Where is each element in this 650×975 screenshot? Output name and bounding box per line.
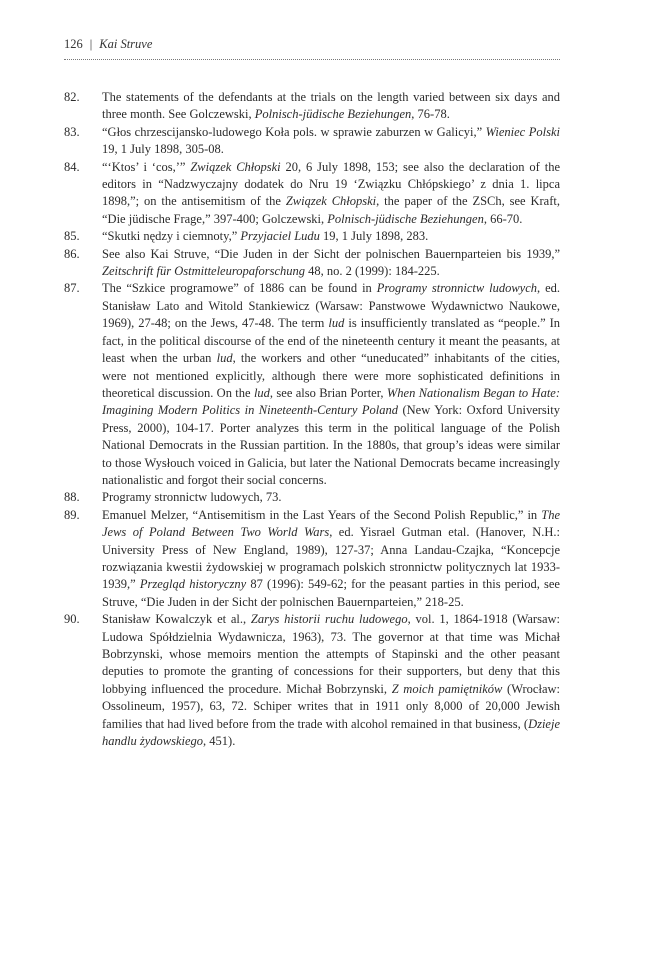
- note-text-segment: , the workers and other “uneducated” inhabitants of the cities, were not mentioned explicitly, although there were more sophisticated definitions in theoretical discussion. On the: [102, 351, 560, 400]
- note-text-segment: The “Szkice programowe” of 1886 can be found in: [102, 281, 377, 296]
- note-text-segment: 19, 1 July 1898, 283.: [319, 229, 429, 244]
- italic-title: When Nationalism Began to Hate: Imagining Modern Politics in Nineteenth-Century Poland: [102, 385, 560, 418]
- endnote-number: 82.: [64, 90, 80, 104]
- italic-title: Zarys historii ruchu ludowego: [250, 612, 408, 627]
- endnote-text: [102, 124, 560, 159]
- header-separator: |: [89, 37, 93, 51]
- running-head: [64, 37, 560, 52]
- endnote: [64, 507, 560, 611]
- note-text-segment: , 76-78.: [411, 107, 450, 122]
- note-text-segment: “Skutki nędzy i ciemnoty,”: [102, 229, 241, 244]
- endnote-number: 83.: [64, 124, 80, 139]
- endnote-number: 88.: [64, 490, 80, 505]
- note-text-segment: is insufficiently translated as “people.” In fact, in the political discourse of the end of the nineteenth century it meant the peasants, at least when the urban: [102, 316, 561, 366]
- note-text-segment: Programy stronnictw ludowych, 73.: [102, 490, 282, 505]
- note-text-segment: , ed. Stanisław Lato and Witold Stankiewicz (Warsaw: Panstwowe Wydawnictwo Naukowe, 1969), 27-48; on the Jews, 47-48. The term: [102, 281, 560, 331]
- note-text-segment: (New York: Oxford University Press, 2000), 104-17. Porter analyzes this term in the political language of the Polish National Democrats in the Russian partition. In the 1880s, that group’s ideas were similar to those Wysłouch voiced in Galicia, but later the National Democrats became increasingly nationalistic and forgot their social concerns.: [102, 403, 560, 487]
- note-text-segment: 20, 6 July 1898, 153; see also the declaration of the editors in “Nadzwyczajny dodatek do Nru 19 ‘Związku Chłópskiego’ z dnia 1. lipca 1898,”; on the antisemitism of the: [102, 159, 560, 209]
- note-text-segment: , vol. 1, 1864-1918 (Warsaw: Ludowa Spółdzielnia Wydawnicza, 1963), 73. The governor at that time was Michał Bobrzynski, whose memoirs mention the attempts of Stapinski and the other peasant deputies to promote the granting of concessions for their supporters, but deny that this lobbying influenced the procedure. Michał Bobrzynski,: [102, 612, 561, 696]
- italic-title: lud: [253, 385, 270, 400]
- italic-title: The Jews of Poland Between Two World Wars: [102, 507, 560, 540]
- italic-title: lud: [216, 351, 233, 366]
- endnote: [64, 124, 560, 159]
- italic-title: Programy stronnictw ludowych: [376, 281, 538, 296]
- endnote-number: 86.: [64, 246, 80, 261]
- header-rule: [64, 59, 560, 60]
- endnote-text: [102, 611, 560, 750]
- note-text-segment: (Wrocław: Ossolineum, 1957), 63, 72. Schiper writes that in 1911 only 8,000 of 20,000 Jewish families that had lived before from the trade with alcohol remained in that business, (: [102, 681, 560, 731]
- note-text-segment: , see also Brian Porter,: [269, 385, 387, 400]
- italic-title: Wieniec Polski: [485, 124, 560, 139]
- endnote: [64, 611, 560, 750]
- italic-title: Z moich pamiętników: [391, 681, 503, 696]
- note-text-segment: , 451).: [203, 734, 236, 749]
- page-number: 126: [64, 37, 83, 51]
- note-text-segment: “‘Ktos’ i ‘cos,’”: [102, 159, 191, 174]
- endnote-text: [102, 159, 560, 229]
- note-text-segment: , 66-70.: [483, 211, 523, 226]
- note-text-segment: , ed. Yisrael Gutman etal. (Hanover, N.H.: University Press of New England, 1989), 127-37; Anna Landau-Czajka, “Koncepcje rozwiązania kwestii żydowskiej w programach polskich stronnictw politycznych lat 1933-1939,”: [102, 525, 560, 592]
- note-text-segment: , the paper of the ZSCh, see Kraft, “Die jüdische Frage,” 397-400; Golczewski,: [102, 194, 560, 226]
- note-text-segment: “Głos chrzescijansko-ludowego Koła pols. w sprawie zaburzen w Galicyi,”: [102, 124, 486, 139]
- endnote: [64, 89, 560, 124]
- endnote-number: 87.: [64, 281, 80, 296]
- note-text-segment: Stanisław Kowalczyk et al.,: [102, 612, 251, 627]
- endnote: [64, 489, 560, 506]
- note-text-segment: 48, no. 2 (1999): 184-225.: [305, 264, 440, 279]
- italic-title: lud: [328, 316, 345, 331]
- italic-title: Dzieje handlu żydowskiego: [102, 716, 560, 749]
- italic-title: Związek Chłopski: [285, 194, 377, 209]
- endnote-number: 84.: [64, 159, 80, 174]
- endnotes-list: [64, 89, 560, 750]
- endnote: [64, 246, 560, 281]
- endnote-text: [102, 228, 560, 245]
- italic-title: Zeitschrift für Ostmitteleuropaforschung: [102, 264, 306, 279]
- endnote: [64, 228, 560, 245]
- note-text-segment: Emanuel Melzer, “Antisemitism in the Last Years of the Second Polish Republic,” in: [102, 507, 542, 522]
- endnote-number: 90.: [64, 612, 80, 627]
- running-head-author: Kai Struve: [99, 37, 153, 51]
- italic-title: Polnisch-jüdische Beziehungen: [254, 107, 412, 122]
- endnote-number: 89.: [64, 507, 80, 522]
- endnote-text: [102, 246, 560, 281]
- endnote: [64, 159, 560, 229]
- note-text-segment: The statements of the defendants at the trials on the length varied between six days and three month. See Golczewski,: [102, 90, 560, 122]
- note-text-segment: 19, 1 July 1898, 305-08.: [102, 142, 224, 157]
- note-text-segment: 87 (1996): 549-62; for the peasant parties in this period, see Struve, “Die Juden in der Sicht der polnischen Bauernparteien,” 218-25.: [102, 577, 560, 609]
- italic-title: Przegląd historyczny: [139, 577, 247, 592]
- endnote: [64, 280, 560, 489]
- italic-title: Związek Chłopski: [190, 159, 281, 174]
- italic-title: Polnisch-jüdische Beziehungen: [327, 211, 484, 226]
- endnote-number: 85.: [64, 229, 80, 244]
- endnote-text: [102, 280, 560, 489]
- endnote-text: [102, 489, 560, 506]
- endnote-text: [102, 89, 560, 124]
- endnote-text: [102, 507, 560, 611]
- italic-title: Przyjaciel Ludu: [240, 229, 320, 244]
- note-text-segment: See also Kai Struve, “Die Juden in der Sicht der polnischen Bauernparteien bis 1939,”: [102, 246, 560, 261]
